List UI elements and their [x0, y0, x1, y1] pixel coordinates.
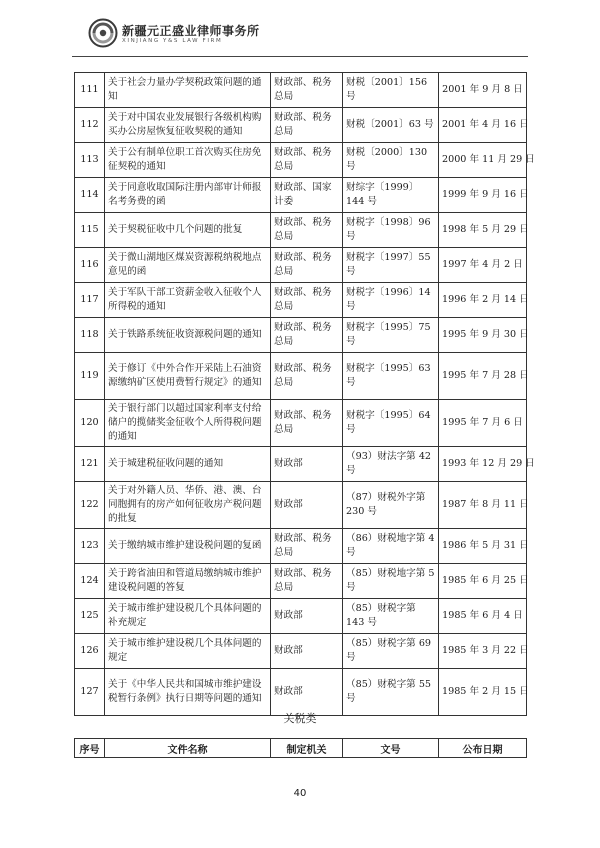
table-row — [75, 599, 527, 634]
issuing-agency: 财政部、税务总局 — [271, 143, 343, 178]
row-number: 126 — [75, 634, 105, 669]
document-name: 关于公有制单位职工首次购买住房免征契税的通知 — [105, 143, 271, 178]
document-number: 财税字〔1995〕64 号 — [343, 400, 439, 447]
publish-date: 1995 年 9 月 30 日 — [439, 318, 527, 353]
publish-date: 1993 年 12 月 29 日 — [439, 447, 527, 482]
issuing-agency: 财政部、税务总局 — [271, 564, 343, 599]
row-number: 116 — [75, 248, 105, 283]
issuing-agency: 财政部 — [271, 447, 343, 482]
publish-date: 1998 年 5 月 29 日 — [439, 213, 527, 248]
table-row — [75, 213, 527, 248]
row-number: 122 — [75, 482, 105, 529]
publish-date: 1996 年 2 月 14 日 — [439, 283, 527, 318]
issuing-agency: 财政部、税务总局 — [271, 213, 343, 248]
issuing-agency: 财政部、税务总局 — [271, 400, 343, 447]
document-name: 关于银行部门以超过国家利率支付给储户的揽储奖金征收个人所得税问题的通知 — [105, 400, 271, 447]
row-number: 123 — [75, 529, 105, 564]
table-row — [75, 482, 527, 529]
header-row — [75, 739, 527, 758]
document-number: （87）财税外字第 230 号 — [343, 482, 439, 529]
publish-date: 2001 年 9 月 8 日 — [439, 73, 527, 108]
table-row — [75, 564, 527, 599]
document-number: （85）财税字第 55 号 — [343, 669, 439, 716]
row-number: 120 — [75, 400, 105, 447]
document-number: 财税〔2000〕130 号 — [343, 143, 439, 178]
publish-date: 1987 年 8 月 11 日 — [439, 482, 527, 529]
document-number: （86）财税地字第 4 号 — [343, 529, 439, 564]
document-name: 关于城建税征收问题的通知 — [105, 447, 271, 482]
issuing-agency: 财政部、税务总局 — [271, 318, 343, 353]
document-name: 关于军队干部工资薪金收入征收个人所得税的通知 — [105, 283, 271, 318]
table-row — [75, 108, 527, 143]
table-row — [75, 447, 527, 482]
table-row — [75, 283, 527, 318]
document-name: 关于同意收取国际注册内部审计师报名考务费的函 — [105, 178, 271, 213]
document-name: 关于对外籍人员、华侨、港、澳、台同胞拥有的房产如何征收房产税问题的批复 — [105, 482, 271, 529]
col-header-doc: 文号 — [343, 739, 439, 758]
row-number: 112 — [75, 108, 105, 143]
document-name: 关于社会力量办学契税政策问题的通知 — [105, 73, 271, 108]
document-name: 关于对中国农业发展银行各级机构购买办公房屋恢复征收契税的通知 — [105, 108, 271, 143]
publish-date: 1995 年 7 月 6 日 — [439, 400, 527, 447]
col-header-no: 序号 — [75, 739, 105, 758]
document-name: 关于微山湖地区煤炭资源税纳税地点意见的函 — [105, 248, 271, 283]
row-number: 111 — [75, 73, 105, 108]
issuing-agency: 财政部、税务总局 — [271, 108, 343, 143]
issuing-agency: 财政部 — [271, 634, 343, 669]
row-number: 121 — [75, 447, 105, 482]
table-row — [75, 529, 527, 564]
firm-name-cn: 新疆元正盛业律师事务所 — [122, 24, 260, 38]
page-number: 40 — [293, 788, 307, 799]
table-row — [75, 669, 527, 716]
issuing-agency: 财政部 — [271, 482, 343, 529]
issuing-agency: 财政部、国家计委 — [271, 178, 343, 213]
document-number: （93）财法字第 42 号 — [343, 447, 439, 482]
document-number: 财税字〔1995〕63 号 — [343, 353, 439, 400]
row-number: 113 — [75, 143, 105, 178]
table-row — [75, 353, 527, 400]
document-number: 财税〔2001〕156 号 — [343, 73, 439, 108]
table-row — [75, 634, 527, 669]
issuing-agency: 财政部、税务总局 — [271, 283, 343, 318]
document-number: 财税字〔1995〕75 号 — [343, 318, 439, 353]
publish-date: 1999 年 9 月 16 日 — [439, 178, 527, 213]
document-name: 关于缴纳城市维护建设税问题的复函 — [105, 529, 271, 564]
publish-date: 1985 年 2 月 15 日 — [439, 669, 527, 716]
table-row — [75, 178, 527, 213]
document-name: 关于《中华人民共和国城市维护建设税暂行条例》执行日期等问题的通知 — [105, 669, 271, 716]
publish-date: 1985 年 6 月 25 日 — [439, 564, 527, 599]
document-number: （85）财税字第 69 号 — [343, 634, 439, 669]
row-number: 115 — [75, 213, 105, 248]
document-name: 关于契税征收中几个问题的批复 — [105, 213, 271, 248]
table-row — [75, 318, 527, 353]
row-number: 127 — [75, 669, 105, 716]
issuing-agency: 财政部、税务总局 — [271, 73, 343, 108]
document-number: 财税〔2001〕63 号 — [343, 108, 439, 143]
issuing-agency: 财政部 — [271, 669, 343, 716]
document-number: 财税字〔1997〕55 号 — [343, 248, 439, 283]
issuing-agency: 财政部、税务总局 — [271, 529, 343, 564]
publish-date: 2000 年 11 月 29 日 — [439, 143, 527, 178]
regulations-table — [74, 72, 535, 716]
tariff-table-header — [74, 738, 527, 758]
document-number: （85）财税字第 143 号 — [343, 599, 439, 634]
publish-date: 1985 年 3 月 22 日 — [439, 634, 527, 669]
document-name: 关于跨省油田和管道局缴纳城市维护建设税问题的答复 — [105, 564, 271, 599]
document-number: 财税字〔1996〕14 号 — [343, 283, 439, 318]
publish-date: 1985 年 6 月 4 日 — [439, 599, 527, 634]
table-row — [75, 248, 527, 283]
row-number: 119 — [75, 353, 105, 400]
col-header-date: 公布日期 — [439, 739, 527, 758]
table-row — [75, 143, 527, 178]
table-row — [75, 400, 527, 447]
table-row — [75, 73, 527, 108]
firm-name-en: XINJIANG Y&S LAW FIRM — [122, 38, 223, 44]
document-number: （85）财税地字第 5 号 — [343, 564, 439, 599]
document-name: 关于城市维护建设税几个具体问题的规定 — [105, 634, 271, 669]
header-divider — [72, 56, 528, 57]
document-name: 关于铁路系统征收资源税问题的通知 — [105, 318, 271, 353]
row-number: 118 — [75, 318, 105, 353]
issuing-agency: 财政部、税务总局 — [271, 248, 343, 283]
row-number: 117 — [75, 283, 105, 318]
firm-logo-icon — [88, 18, 118, 48]
publish-date: 2001 年 4 月 16 日 — [439, 108, 527, 143]
col-header-agency: 制定机关 — [271, 739, 343, 758]
document-number: 财综字〔1999〕144 号 — [343, 178, 439, 213]
document-name: 关于修订《中外合作开采陆上石油资源缴纳矿区使用费暂行规定》的通知 — [105, 353, 271, 400]
row-number: 125 — [75, 599, 105, 634]
col-header-name: 文件名称 — [105, 739, 271, 758]
row-number: 124 — [75, 564, 105, 599]
publish-date: 1986 年 5 月 31 日 — [439, 529, 527, 564]
document-number: 财税字〔1998〕96 号 — [343, 213, 439, 248]
issuing-agency: 财政部、税务总局 — [271, 353, 343, 400]
row-number: 114 — [75, 178, 105, 213]
publish-date: 1995 年 7 月 28 日 — [439, 353, 527, 400]
issuing-agency: 财政部 — [271, 599, 343, 634]
section-title: 关税类 — [283, 712, 317, 725]
document-name: 关于城市维护建设税几个具体问题的补充规定 — [105, 599, 271, 634]
publish-date: 1997 年 4 月 2 日 — [439, 248, 527, 283]
